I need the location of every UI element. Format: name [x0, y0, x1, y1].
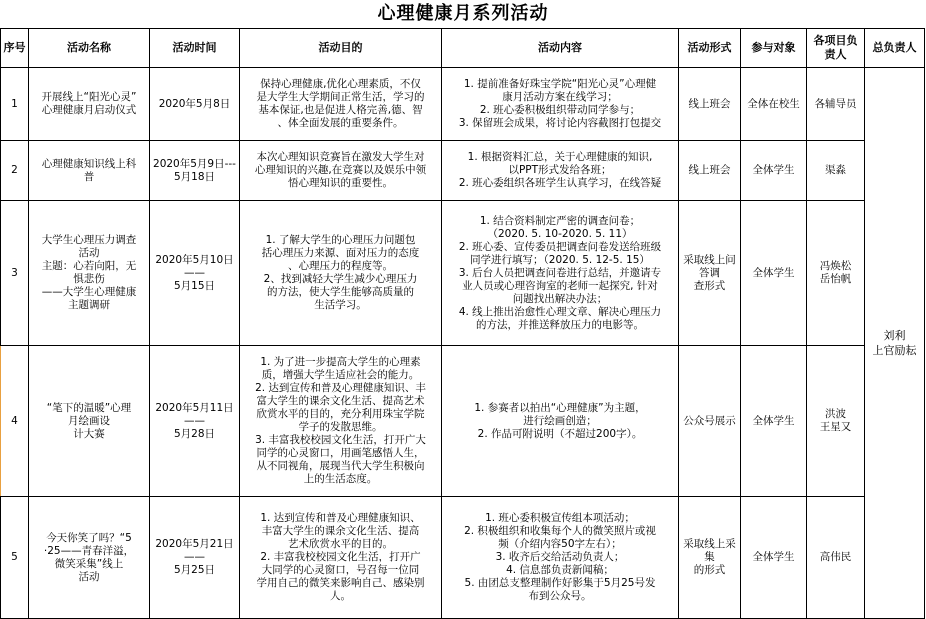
cell-lead [807, 497, 865, 619]
cell-line: 业人员或心理咨询室的老师一起探究, 针对 [462, 279, 658, 292]
cell-lines [743, 415, 804, 428]
cell-purpose [240, 497, 442, 619]
cell-line: 答调 [699, 266, 720, 279]
cell-line: 计大赛 [73, 427, 105, 440]
cell-overall-lead [865, 68, 925, 619]
cell-line: 质，增强大学生适应社会的能力。 [261, 369, 420, 381]
cell-lines [152, 254, 237, 293]
cell-line: 月绘画设 [68, 414, 110, 427]
cell-content [442, 497, 679, 619]
cell-line: 4. 信息部负责新闻稿； [506, 564, 614, 576]
cell-line: 3. 保留班会成果，将讨论内容截图打包提交 [458, 117, 662, 129]
cell-lines [681, 415, 738, 428]
cell-line: 2. 班心委、宣传委员把调查问卷发送给班级 [458, 240, 662, 253]
cell-lines [681, 254, 738, 293]
cell-lines [31, 234, 147, 312]
table-row [1, 346, 925, 497]
cell-time [150, 201, 240, 346]
cell-form [679, 346, 741, 497]
cell-line: 采取线上采 [683, 538, 736, 550]
cell-lead [807, 68, 865, 141]
cell-line: 惧悲伤 [73, 273, 105, 285]
cell-no: 1 [1, 68, 29, 141]
cell-line: 基本保证,也是促进人格完善,德、智 [258, 104, 423, 116]
header-row [1, 29, 925, 68]
activity-table [0, 28, 925, 619]
cell-line: 、心理压力的程度等。 [288, 260, 393, 272]
cell-time [150, 346, 240, 497]
cell-line: 2. 作品可附说明（不超过200字）。 [477, 427, 643, 440]
cell-line: 2020年5月21日 [155, 538, 234, 550]
cell-audience [741, 346, 807, 497]
cell-line: 普 [83, 170, 95, 183]
header-cell-lead: 各项目负责人 [807, 29, 865, 68]
cell-lines [242, 234, 439, 312]
cell-line: 保持心理健康,优化心理素质，不仅 [260, 78, 421, 90]
cell-line: 心理健康月启动仪式 [41, 104, 137, 116]
cell-lines [681, 538, 738, 577]
header-cell-content: 活动内容 [442, 29, 679, 68]
cell-line: 大学生心理压力调查 [41, 234, 137, 246]
cell-audience [741, 141, 807, 201]
cell-lines [809, 98, 862, 111]
cell-lines [242, 78, 439, 130]
cell-line: 2020年5月11日 [155, 401, 234, 414]
header-cell-no: 序号 [1, 29, 29, 68]
cell-line: 心理健康知识线上科 [41, 157, 137, 170]
cell-line: 主题：心若向阳，无 [41, 260, 137, 272]
page-title: 心理健康月系列活动 [377, 3, 549, 24]
cell-name [29, 68, 150, 141]
cell-line: 全体学生 [752, 164, 795, 176]
cell-lines [444, 151, 676, 190]
cell-line: 渠淼 [825, 164, 846, 176]
cell-line: ·25——青春洋溢， [43, 544, 135, 557]
cell-no: 3 [1, 201, 29, 346]
cell-line: 2. 班心委积极组织带动同学参与； [479, 104, 641, 116]
cell-line: 、体全面发展的重要条件。 [277, 117, 404, 129]
cell-line: 悟心理知识的重要性。 [288, 177, 393, 189]
cell-line: 4. 线上推出治愈性心理文章、解决心理压力 [458, 305, 662, 318]
cell-line: 王星又 [819, 421, 852, 433]
cell-line: 2020年5月10日 [155, 253, 234, 266]
cell-time [150, 497, 240, 619]
cell-line: 2020年5月9日--- [153, 157, 236, 170]
cell-lines [743, 267, 804, 280]
cell-line: 1. 了解大学生的心理压力问题包 [265, 234, 416, 246]
cell-line: 集 [704, 551, 715, 563]
cell-lines [681, 98, 738, 111]
cell-line: 是大学生大学期间正常生活，学习的 [256, 91, 425, 103]
cell-lines [743, 551, 804, 564]
cell-name [29, 141, 150, 201]
cell-lines [809, 551, 862, 564]
cell-line: 心理知识的兴趣,在竞赛以及娱乐中领 [254, 164, 427, 176]
cell-lead [807, 141, 865, 201]
cell-line: （2020. 5. 10-2020. 5. 11） [487, 227, 633, 240]
cell-line: 同学的心灵窗口，用画笔感悟人生， [256, 447, 425, 459]
cell-line: 的形式 [693, 564, 726, 576]
cell-line: 公众号展示 [683, 414, 736, 427]
cell-line: 艺术欣赏水平的目的。 [288, 538, 393, 550]
cell-audience [741, 201, 807, 346]
cell-line: 本次心理知识竞赛旨在激发大学生对 [256, 151, 425, 163]
cell-line: 2020年5月8日 [158, 97, 231, 110]
cell-line: 洪波 [825, 408, 846, 420]
cell-lines [31, 532, 147, 584]
cell-line: 布到公众号。 [528, 590, 592, 602]
cell-line: 5月18日 [173, 170, 216, 183]
cell-line: 3. 收齐后交给活动负责人； [495, 551, 625, 563]
cell-line: 欣赏水平的目的，充分利用珠宝学院 [256, 408, 425, 420]
cell-purpose [240, 68, 442, 141]
cell-line: 5月15日 [173, 279, 216, 292]
cell-line: —— [184, 414, 205, 427]
header-cell-audience: 参与对象 [741, 29, 807, 68]
cell-name [29, 497, 150, 619]
cell-line: 2. 达到宣传和普及心理健康知识、丰 [255, 382, 426, 394]
cell-line: 1. 达到宣传和普及心理健康知识、 [260, 512, 421, 524]
cell-line: 1. 根据资料汇总，关于心理健康的知识, [467, 151, 653, 163]
cell-line: 同学进行填写；（2020. 5. 12-5. 15） [470, 253, 650, 266]
cell-time [150, 141, 240, 201]
cell-line: 上官励耘 [872, 344, 917, 357]
cell-line: 3. 丰富我校校园文化生活，打开广大 [255, 434, 426, 446]
cell-line: 2、找到减轻大学生减少心理压力 [263, 273, 418, 285]
cell-line: 查形式 [693, 279, 726, 292]
header-cell-time: 活动时间 [150, 29, 240, 68]
cell-line: 的方法，使大学生能够高质量的 [267, 286, 414, 298]
cell-line: 活动 [78, 570, 100, 583]
cell-line: 括心理压力来源、面对压力的态度 [261, 247, 420, 259]
cell-line: 学子的发散思维。 [298, 421, 383, 433]
cell-line: 大同学的心灵窗口，号召每一位同 [261, 564, 420, 576]
cell-no: 4 [1, 346, 29, 497]
cell-line: 今天你笑了吗？“5 [46, 531, 132, 544]
cell-lines [867, 328, 922, 358]
cell-line: 5. 由团总支整理制作好影集于5月25号发 [464, 577, 656, 589]
cell-lines [152, 98, 237, 111]
cell-content [442, 201, 679, 346]
cell-line: 采取线上问 [683, 253, 736, 266]
cell-line: 富大学生的课余文化生活、提高艺术 [256, 395, 425, 407]
cell-lines [743, 98, 804, 111]
cell-no: 5 [1, 497, 29, 619]
cell-purpose [240, 201, 442, 346]
cell-lines [809, 164, 862, 177]
cell-content [442, 68, 679, 141]
table-row [1, 497, 925, 619]
cell-lead [807, 346, 865, 497]
cell-lines [152, 158, 237, 184]
cell-purpose [240, 346, 442, 497]
cell-line: 以PPT形式发给各班； [508, 164, 612, 176]
cell-content [442, 141, 679, 201]
cell-purpose [240, 141, 442, 201]
cell-line: 2. 班心委组织各班学生认真学习，在线答疑 [458, 177, 662, 189]
cell-time [150, 68, 240, 141]
cell-lines [444, 402, 676, 441]
cell-line: 进行绘画创造； [523, 414, 597, 427]
cell-line: 刘利 [883, 329, 906, 342]
cell-lines [681, 164, 738, 177]
cell-line: 人。 [330, 590, 351, 602]
cell-line: 5月28日 [173, 427, 216, 440]
cell-line: 的方法，并推送释放压力的电影等。 [476, 318, 644, 331]
cell-lines [444, 78, 676, 130]
cell-no: 2 [1, 141, 29, 201]
cell-line: “笔下的温暖”心理 [46, 401, 132, 414]
cell-line: 全体学生 [752, 266, 795, 279]
cell-name [29, 346, 150, 497]
header-cell-purpose: 活动目的 [240, 29, 442, 68]
cell-line: 1. 为了进一步提高大学生的心理素 [260, 356, 421, 368]
cell-line: 康月活动方案在线学习； [502, 91, 618, 103]
cell-lines [242, 512, 439, 603]
header-cell-name: 活动名称 [29, 29, 150, 68]
cell-line: 问题找出解决办法； [512, 292, 608, 305]
cell-form [679, 497, 741, 619]
cell-audience [741, 68, 807, 141]
cell-line: 3. 后台人员把调查问卷进行总结，并邀请专 [458, 266, 662, 279]
cell-lines [31, 402, 147, 441]
cell-lines [242, 356, 439, 486]
cell-line: 2. 积极组织和收集每个人的微笑照片或视 [464, 525, 656, 537]
cell-form [679, 68, 741, 141]
cell-line: 开展线上“阳光心灵” [41, 91, 137, 103]
cell-line: 5月25日 [173, 564, 216, 576]
cell-line: 频（介绍内容50字左右）； [498, 538, 622, 550]
table-row [1, 141, 925, 201]
cell-name [29, 201, 150, 346]
cell-lines [31, 91, 147, 117]
cell-line: 各辅导员 [814, 97, 857, 110]
cell-line: 1. 结合资料制定严密的调查问卷； [479, 214, 641, 227]
cell-line: 全体学生 [752, 414, 795, 427]
cell-lines [444, 512, 676, 603]
cell-lines [31, 158, 147, 184]
cell-lines [152, 402, 237, 441]
cell-line: 全体在校生 [747, 97, 800, 110]
cell-lines [809, 260, 862, 286]
cell-audience [741, 497, 807, 619]
cell-lines [152, 538, 237, 577]
cell-line: —— [184, 551, 205, 563]
cell-line: 1. 参赛者以拍出“心理健康”为主题， [474, 401, 646, 414]
cell-line: 从不同视角，展现当代大学生积极向 [256, 460, 425, 472]
cell-line: 2. 丰富我校校园文化生活，打开广 [260, 551, 421, 563]
cell-line: 岳怡帆 [819, 273, 852, 285]
cell-line: 线上班会 [688, 164, 731, 176]
table-row [1, 201, 925, 346]
cell-line: ——大学生心理健康 [41, 286, 137, 298]
cell-lines [809, 408, 862, 434]
cell-lines [743, 164, 804, 177]
cell-content [442, 346, 679, 497]
cell-form [679, 141, 741, 201]
cell-line: —— [184, 266, 205, 279]
cell-lines [444, 215, 676, 332]
cell-line: 1. 提前准备好珠宝学院“阳光心灵”心理健 [463, 78, 657, 90]
cell-line: 线上班会 [688, 97, 731, 110]
header-cell-form: 活动形式 [679, 29, 741, 68]
cell-line: 高伟民 [819, 551, 852, 563]
cell-line: 学用自己的微笑来影响自己、感染别 [256, 577, 425, 589]
cell-line: 冯焕松 [819, 260, 852, 272]
cell-line: 主题调研 [68, 299, 110, 311]
header-cell-overall-lead: 总负责人 [865, 29, 925, 68]
table-row [1, 68, 925, 141]
cell-line: 微笑采集”线上 [54, 557, 124, 570]
cell-lead [807, 201, 865, 346]
cell-line: 活动 [78, 247, 100, 259]
cell-line: 丰富大学生的课余文化生活、提高 [261, 525, 420, 537]
cell-line: 生活学习。 [314, 299, 367, 311]
cell-line: 全体学生 [752, 551, 795, 563]
cell-line: 上的生活态度。 [303, 473, 378, 485]
cell-lines [242, 151, 439, 190]
cell-line: 1. 班心委积极宣传组本项活动； [485, 512, 635, 524]
cell-form [679, 201, 741, 346]
